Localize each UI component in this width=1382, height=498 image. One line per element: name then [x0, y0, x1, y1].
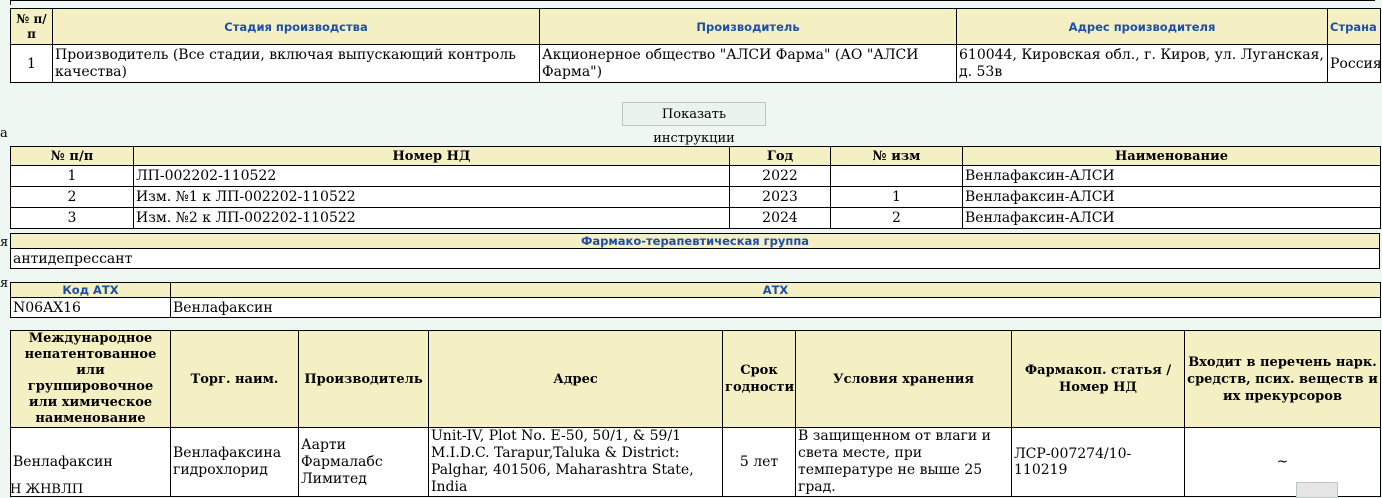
producer-num: 1	[11, 45, 53, 83]
sub-header-inn: Международное непатентованное или группировочное или химическое наименование	[11, 331, 171, 428]
header-stage[interactable]: Стадия производства	[53, 9, 540, 45]
atc-code-header[interactable]: Код АТХ	[11, 283, 171, 298]
producer-name: Акционерное общество "АЛСИ Фарма" (АО "АЛСИ Фарма")	[540, 45, 957, 83]
table-row	[11, 166, 1381, 187]
nd-header-year: Год	[730, 147, 831, 166]
nd-header-name: Наименование	[963, 147, 1381, 166]
producers-table	[10, 8, 1381, 83]
atc-code: N06AX16	[11, 298, 171, 318]
nd-table	[10, 146, 1381, 229]
producer-country: Россия	[1328, 45, 1381, 83]
nd-number: ЛП-002202-110522	[134, 166, 730, 187]
table-row	[11, 187, 1381, 208]
nd-header-change: № изм	[831, 147, 963, 166]
sub-storage: В защищенном от влаги и света месте, при температуре не выше 25 град.	[796, 428, 1012, 497]
sub-header-shelf: Срок годности	[723, 331, 796, 428]
producer-stage: Производитель (Все стадии, включая выпускающий контроль качества)	[53, 45, 540, 83]
bottom-cut-text: Н ЖНВЛП	[10, 482, 84, 497]
nd-name: Венлафаксин-АЛСИ	[963, 208, 1381, 229]
show-instructions-button[interactable]: Показать инструкции	[622, 102, 766, 126]
side-label-ya: я	[0, 235, 9, 250]
sub-producer: Аарти Фармалабс Лимитед	[299, 428, 429, 497]
side-label-a: а	[0, 126, 8, 141]
nd-header-number: Номер НД	[134, 147, 730, 166]
nd-name: Венлафаксин-АЛСИ	[963, 187, 1381, 208]
sub-header-narcotic: Входит в перечень нарк. средств, псих. веществ и их прекурсоров	[1185, 331, 1381, 428]
header-producer[interactable]: Производитель	[540, 9, 957, 45]
side-label-ya: я	[0, 276, 9, 291]
nd-num: 1	[11, 166, 134, 187]
substance-table	[10, 330, 1381, 497]
nd-name: Венлафаксин-АЛСИ	[963, 166, 1381, 187]
atc-table	[10, 282, 1381, 318]
table-row	[11, 45, 1381, 83]
sub-pharmacopoeia: ЛСР-007274/10-110219	[1012, 428, 1185, 497]
nd-header-num: № п/п	[11, 147, 134, 166]
pharm-group-value: антидепрессант	[11, 249, 1380, 269]
nd-number: Изм. №2 к ЛП-002202-110522	[134, 208, 730, 229]
nd-number: Изм. №1 к ЛП-002202-110522	[134, 187, 730, 208]
pharm-group-header[interactable]: Фармако-терапевтическая группа	[11, 234, 1380, 249]
nd-year: 2024	[730, 208, 831, 229]
sub-narcotic: ~	[1185, 428, 1381, 497]
sub-address: Unit-IV, Plot No. E-50, 50/1, & 59/1 M.I.D.C. Tarapur,Taluka & District: Palghar, 401506, Maharashtra State, India	[429, 428, 723, 497]
sub-header-producer: Производитель	[299, 331, 429, 428]
sub-header-trade: Торг. наим.	[171, 331, 299, 428]
sub-shelf: 5 лет	[723, 428, 796, 497]
table-row	[11, 428, 1381, 497]
table-row	[11, 208, 1381, 229]
header-address[interactable]: Адрес производителя	[957, 9, 1328, 45]
sub-trade: Венлафаксина гидрохлорид	[171, 428, 299, 497]
nd-change: 1	[831, 187, 963, 208]
sub-inn: Венлафаксин	[11, 428, 171, 497]
nd-year: 2022	[730, 166, 831, 187]
sub-header-pharmacopoeia: Фармакоп. статья / Номер НД	[1012, 331, 1185, 428]
bottom-button[interactable]	[1296, 482, 1338, 498]
sub-header-address: Адрес	[429, 331, 723, 428]
nd-change	[831, 166, 963, 187]
nd-year: 2023	[730, 187, 831, 208]
nd-num: 3	[11, 208, 134, 229]
producer-address: 610044, Кировская обл., г. Киров, ул. Луганская, д. 53в	[957, 45, 1328, 83]
nd-num: 2	[11, 187, 134, 208]
top-remnant	[10, 0, 1375, 5]
atc-header[interactable]: АТХ	[171, 283, 1381, 298]
header-country[interactable]: Страна	[1328, 9, 1381, 45]
header-num: № п/п	[11, 9, 53, 45]
atc-name: Венлафаксин	[171, 298, 1381, 318]
nd-change: 2	[831, 208, 963, 229]
pharm-group-table	[10, 233, 1380, 269]
sub-header-storage: Условия хранения	[796, 331, 1012, 428]
